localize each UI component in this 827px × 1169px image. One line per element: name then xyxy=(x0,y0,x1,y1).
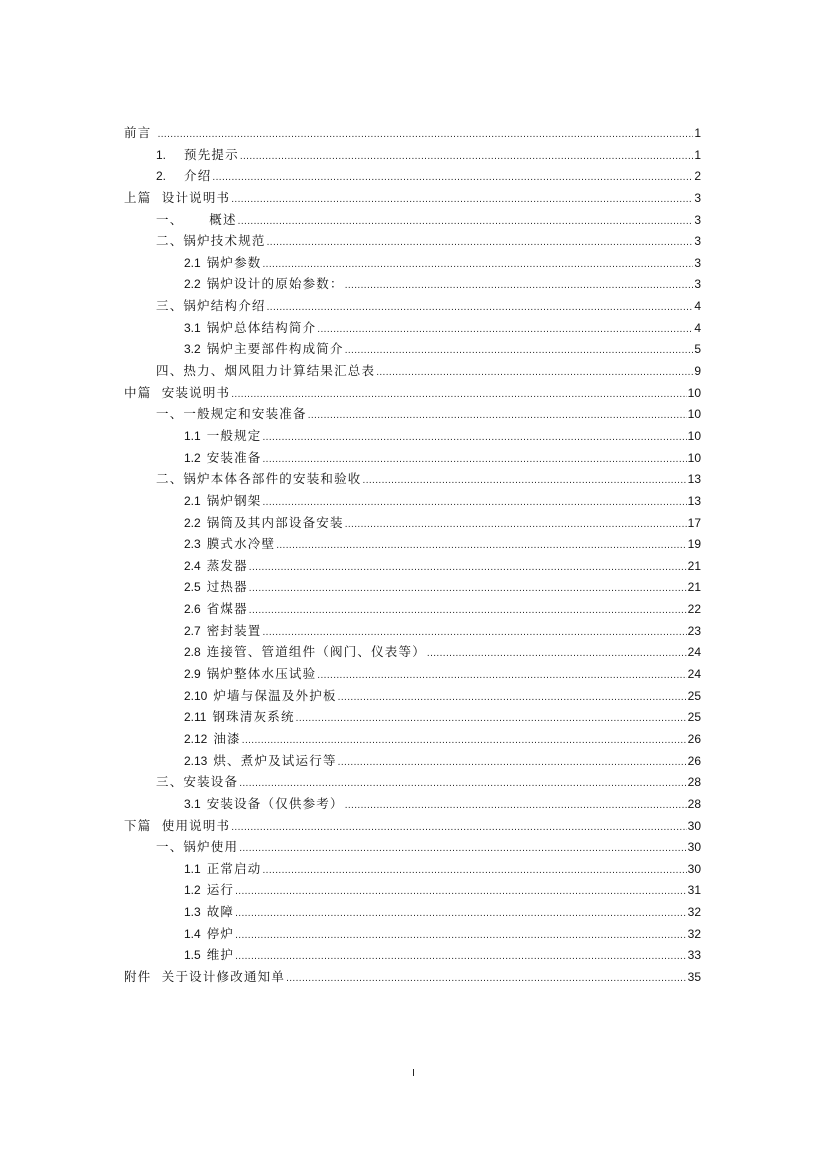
toc-entry-page: 30 xyxy=(687,861,701,876)
toc-dot-leader xyxy=(231,384,686,406)
toc-entry-title: 四、热力、烟风阻力计算结果汇总表 xyxy=(156,363,376,379)
toc-entry-title: 锅炉整体水压试验 xyxy=(206,666,317,682)
toc-dot-leader xyxy=(238,211,693,233)
toc-entry[interactable] xyxy=(124,555,701,577)
toc-entry-title: 蒸发器 xyxy=(206,557,248,573)
toc-dot-leader xyxy=(249,578,687,600)
toc-dot-leader xyxy=(363,470,687,492)
toc-dot-leader xyxy=(240,146,693,168)
toc-entry-number: 1.2 xyxy=(184,883,201,898)
toc-entry-page: 4 xyxy=(694,299,701,314)
toc-entry[interactable] xyxy=(124,209,701,231)
toc-entry[interactable] xyxy=(124,966,701,988)
toc-entry-number: 2.1 xyxy=(184,493,201,508)
toc-dot-leader xyxy=(249,557,687,579)
toc-dot-leader xyxy=(263,449,687,471)
toc-entry-title: 油漆 xyxy=(213,730,241,746)
toc-entry-page: 5 xyxy=(694,342,701,357)
toc-entry[interactable] xyxy=(124,382,701,404)
toc-entry[interactable] xyxy=(124,165,701,187)
toc-dot-leader xyxy=(235,881,687,903)
toc-dot-leader xyxy=(345,275,693,297)
toc-entry-title: 二、锅炉本体各部件的安装和验收 xyxy=(156,471,362,487)
toc-entry[interactable] xyxy=(124,598,701,620)
toc-entry-title: 维护 xyxy=(206,947,235,963)
toc-dot-leader xyxy=(308,405,687,427)
toc-entry-number: 2.3 xyxy=(184,537,201,552)
toc-entry-title: 二、锅炉技术规范 xyxy=(156,233,266,249)
toc-entry-title: 三、锅炉结构介绍 xyxy=(156,298,266,314)
toc-entry-title: 上篇 设计说明书 xyxy=(124,189,231,205)
toc-entry-page: 28 xyxy=(687,796,701,811)
toc-entry[interactable] xyxy=(124,879,701,901)
toc-entry[interactable] xyxy=(124,663,701,685)
toc-entry-number: 2.5 xyxy=(184,580,201,595)
toc-entry[interactable] xyxy=(124,230,701,252)
toc-dot-leader xyxy=(338,687,687,709)
toc-dot-leader xyxy=(239,773,686,795)
toc-entry-number: 2.7 xyxy=(184,623,201,638)
toc-entry-title: 运行 xyxy=(206,882,235,898)
toc-entry-number: 1.2 xyxy=(184,450,201,465)
toc-entry-page: 22 xyxy=(687,602,701,617)
toc-entry-number: 2.2 xyxy=(184,515,201,530)
toc-entry-number: 2.9 xyxy=(184,667,201,682)
toc-entry-number: 2.2 xyxy=(184,277,201,292)
toc-entry[interactable] xyxy=(124,923,701,945)
toc-entry-title: 过热器 xyxy=(206,579,248,595)
toc-dot-leader xyxy=(345,340,693,362)
toc-entry[interactable] xyxy=(124,360,701,382)
toc-dot-leader xyxy=(267,232,693,254)
toc-entry-page: 3 xyxy=(694,234,701,249)
toc-dot-leader xyxy=(263,622,687,644)
toc-dot-leader xyxy=(263,860,687,882)
toc-entry-title: 钢珠清灰系统 xyxy=(212,709,295,725)
toc-dot-leader xyxy=(286,968,687,990)
toc-entry-page: 35 xyxy=(687,969,701,984)
toc-entry-number: 1.1 xyxy=(184,861,201,876)
toc-entry-number: 1. xyxy=(156,147,167,162)
toc-entry-page: 13 xyxy=(687,493,701,508)
toc-dot-leader xyxy=(235,946,687,968)
toc-entry[interactable] xyxy=(124,187,701,209)
toc-entry[interactable] xyxy=(124,512,701,534)
toc-entry[interactable] xyxy=(124,295,701,317)
toc-entry-page: 26 xyxy=(687,731,701,746)
toc-entry-page: 19 xyxy=(687,537,701,552)
toc-entry-page: 4 xyxy=(694,320,701,335)
toc-entry-number: 2.1 xyxy=(184,255,201,270)
toc-entry-title: 安装设备（仅供参考） xyxy=(206,795,344,811)
toc-entry-number: 3.1 xyxy=(184,796,201,811)
toc-entry-title: 锅炉参数 xyxy=(206,254,262,270)
toc-dot-leader xyxy=(263,492,687,514)
toc-entry[interactable] xyxy=(124,858,701,880)
table-of-contents xyxy=(124,122,701,988)
toc-entry[interactable] xyxy=(124,447,701,469)
toc-entry-number: 2.13 xyxy=(184,753,208,768)
toc-entry-title: 预先提示 xyxy=(184,146,239,162)
toc-dot-leader xyxy=(235,925,687,947)
toc-entry-title: 前言 xyxy=(124,125,157,140)
toc-entry-page: 2 xyxy=(694,169,701,184)
toc-entry-page: 3 xyxy=(694,255,701,270)
toc-dot-leader xyxy=(276,535,686,557)
toc-dot-leader xyxy=(317,665,686,687)
toc-entry[interactable] xyxy=(124,468,701,490)
toc-entry-title: 一般规定 xyxy=(206,427,262,443)
toc-entry[interactable] xyxy=(124,685,701,707)
toc-entry-number: 2.11 xyxy=(184,710,207,725)
toc-entry-title: 密封装置 xyxy=(206,622,262,638)
toc-entry-page: 3 xyxy=(694,190,701,205)
toc-entry-page: 10 xyxy=(687,385,701,400)
toc-entry-page: 30 xyxy=(687,840,701,855)
toc-entry[interactable] xyxy=(124,122,701,144)
page-number-footer: I xyxy=(412,1068,415,1079)
toc-entry-title: 锅炉钢架 xyxy=(206,492,262,508)
toc-entry-page: 10 xyxy=(687,450,701,465)
toc-entry[interactable] xyxy=(124,273,701,295)
toc-dot-leader xyxy=(296,708,687,730)
toc-entry-number: 3.2 xyxy=(184,342,201,357)
toc-entry-number: 2.8 xyxy=(184,645,201,660)
toc-entry[interactable] xyxy=(124,641,701,663)
toc-entry-title: 故障 xyxy=(206,904,235,920)
toc-entry[interactable] xyxy=(124,706,701,728)
toc-entry-title: 锅炉总体结构简介 xyxy=(206,319,317,335)
toc-entry-page: 21 xyxy=(687,580,701,595)
toc-dot-leader xyxy=(249,600,687,622)
toc-entry[interactable] xyxy=(124,403,701,425)
toc-entry[interactable] xyxy=(124,815,701,837)
toc-entry-title: 三、安装设备 xyxy=(156,774,239,790)
toc-dot-leader xyxy=(263,254,694,276)
toc-entry-page: 23 xyxy=(687,623,701,638)
toc-entry[interactable] xyxy=(124,144,701,166)
toc-entry[interactable] xyxy=(124,750,701,772)
toc-dot-leader xyxy=(427,643,687,665)
toc-entry[interactable] xyxy=(124,944,701,966)
toc-entry[interactable] xyxy=(124,576,701,598)
toc-dot-leader xyxy=(345,795,687,817)
toc-entry-title: 锅炉设计的原始参数： xyxy=(206,276,344,292)
toc-entry-page: 13 xyxy=(687,472,701,487)
toc-entry-title: 炉墙与保温及外护板 xyxy=(213,687,337,703)
toc-entry[interactable] xyxy=(124,836,701,858)
toc-entry-title: 膜式水冷壁 xyxy=(206,536,276,552)
toc-entry-number: 1.4 xyxy=(184,926,201,941)
toc-dot-leader xyxy=(235,903,687,925)
toc-entry-title: 锅筒及其内部设备安装 xyxy=(206,514,344,530)
toc-entry-number: 1.1 xyxy=(184,428,201,443)
toc-entry[interactable] xyxy=(124,901,701,923)
toc-dot-leader xyxy=(345,514,687,536)
toc-dot-leader xyxy=(317,319,693,341)
toc-entry-page: 28 xyxy=(687,775,701,790)
toc-entry[interactable] xyxy=(124,793,701,815)
toc-dot-leader xyxy=(267,297,693,319)
toc-entry-title: 一、锅炉使用 xyxy=(156,839,239,855)
toc-entry-number: 2.10 xyxy=(184,688,208,703)
toc-dot-leader xyxy=(263,427,687,449)
toc-entry-page: 24 xyxy=(687,645,701,660)
toc-dot-leader xyxy=(338,752,687,774)
toc-entry-number: 3.1 xyxy=(184,320,201,335)
toc-entry-page: 3 xyxy=(694,212,701,227)
toc-entry-title: 安装准备 xyxy=(206,449,262,465)
toc-entry-title: 中篇 安装说明书 xyxy=(124,384,231,400)
toc-dot-leader xyxy=(231,189,693,211)
toc-entry[interactable] xyxy=(124,317,701,339)
toc-entry-page: 31 xyxy=(687,883,701,898)
toc-entry-title: 停炉 xyxy=(206,925,235,941)
toc-entry-page: 3 xyxy=(694,277,701,292)
toc-entry-page: 1 xyxy=(694,147,701,162)
toc-entry[interactable] xyxy=(124,425,701,447)
toc-dot-leader xyxy=(158,124,693,146)
toc-entry[interactable] xyxy=(124,338,701,360)
toc-entry-page: 24 xyxy=(687,667,701,682)
toc-entry-title: 省煤器 xyxy=(206,601,248,617)
toc-entry-number: 1.3 xyxy=(184,905,201,920)
toc-entry[interactable] xyxy=(124,252,701,274)
toc-entry-title: 正常启动 xyxy=(206,860,262,876)
toc-entry-number: 1.5 xyxy=(184,948,201,963)
toc-dot-leader xyxy=(376,362,693,384)
toc-entry-page: 25 xyxy=(687,710,701,725)
toc-entry-title: 一、 概述 xyxy=(156,211,237,227)
toc-entry[interactable] xyxy=(124,771,701,793)
toc-dot-leader xyxy=(212,167,693,189)
toc-entry-title: 下篇 使用说明书 xyxy=(124,817,231,833)
toc-entry-page: 32 xyxy=(687,905,701,920)
toc-entry[interactable] xyxy=(124,533,701,555)
toc-dot-leader xyxy=(239,838,686,860)
toc-entry[interactable] xyxy=(124,728,701,750)
toc-entry-page: 25 xyxy=(687,688,701,703)
toc-entry-title: 附件 关于设计修改通知单 xyxy=(124,968,286,984)
toc-entry-page: 9 xyxy=(694,364,701,379)
toc-entry-number: 2.4 xyxy=(184,558,201,573)
toc-entry-title: 介绍 xyxy=(184,168,212,184)
toc-entry-number: 2. xyxy=(156,169,167,184)
toc-entry[interactable] xyxy=(124,620,701,642)
toc-entry-page: 10 xyxy=(687,407,701,422)
toc-entry-number: 2.12 xyxy=(184,731,208,746)
toc-entry-page: 21 xyxy=(687,558,701,573)
toc-dot-leader xyxy=(242,730,687,752)
toc-entry-page: 10 xyxy=(687,428,701,443)
toc-entry[interactable] xyxy=(124,490,701,512)
toc-entry-title: 连接管、管道组件（阀门、仪表等） xyxy=(206,644,426,660)
toc-entry-page: 30 xyxy=(687,818,701,833)
toc-entry-title: 烘、煮炉及试运行等 xyxy=(213,752,337,768)
toc-entry-page: 17 xyxy=(687,515,701,530)
toc-entry-page: 32 xyxy=(687,926,701,941)
toc-entry-page: 26 xyxy=(687,753,701,768)
toc-entry-number: 2.6 xyxy=(184,602,201,617)
toc-entry-page: 33 xyxy=(687,948,701,963)
toc-dot-leader xyxy=(231,817,686,839)
toc-entry-title: 锅炉主要部件构成简介 xyxy=(206,341,344,357)
toc-entry-title: 一、一般规定和安装准备 xyxy=(156,406,307,422)
toc-entry-page: 1 xyxy=(694,126,701,140)
